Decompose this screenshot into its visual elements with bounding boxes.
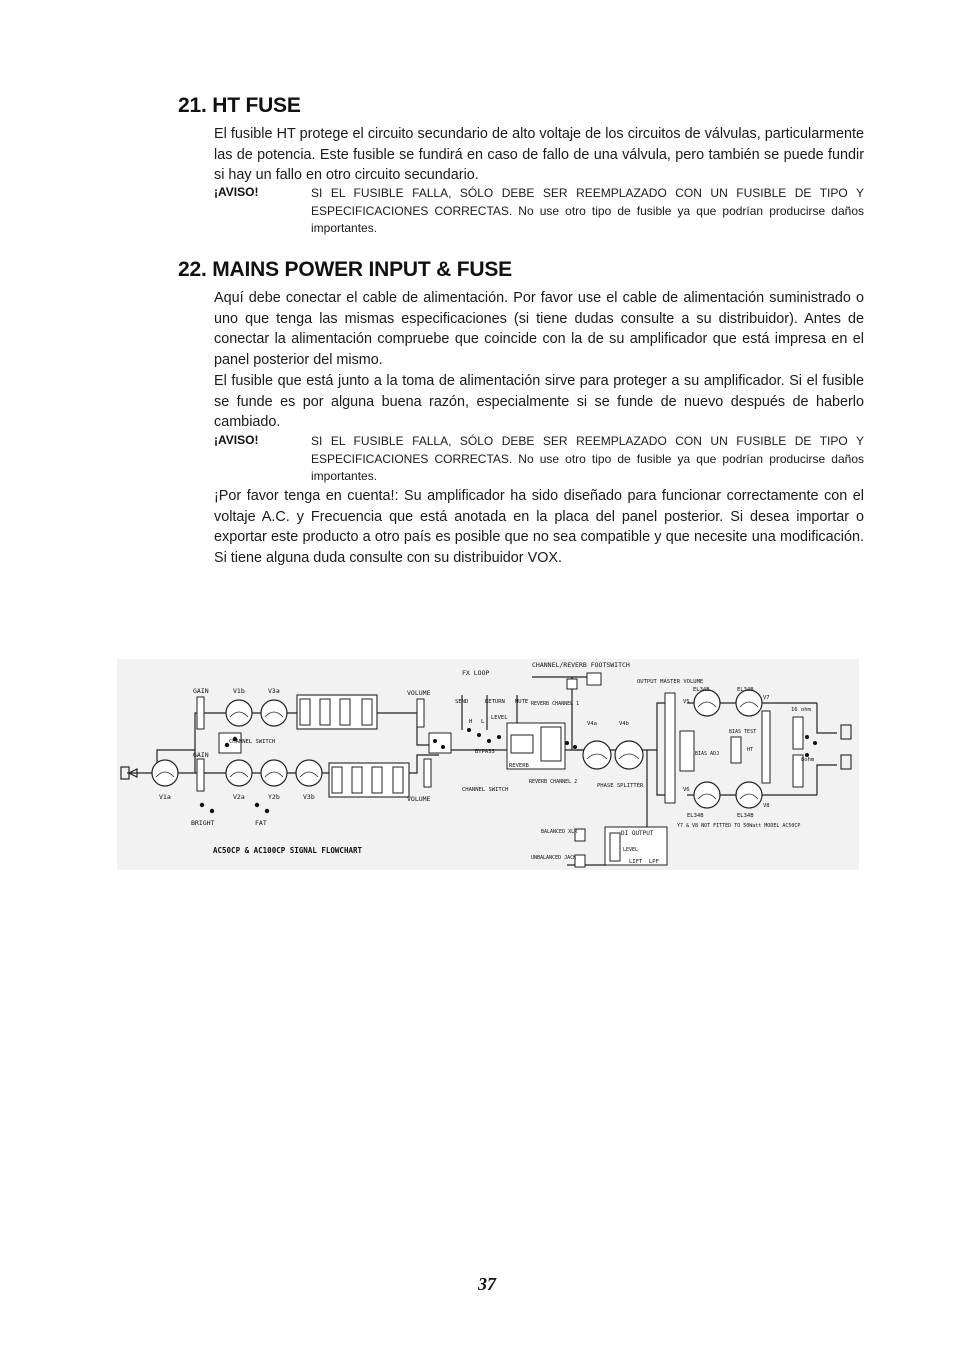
label-reverb: REVERB	[509, 763, 529, 769]
label-ht: HT	[747, 747, 754, 753]
tube-v1a-icon	[152, 760, 178, 786]
page-number: 37	[478, 1274, 496, 1294]
tube-v2a-icon	[226, 760, 252, 786]
label-el34-v8: EL34B	[737, 813, 754, 819]
section-22-body-3: ¡Por favor tenga en cuenta!: Su amplificador ha sido diseñado para funcionar correctamente con el voltaje A.C. y Frecuencia que está anotada en la placa del panel posterior. Si desea importar o exportar este producto a otro país es posible que no sea compatible y que necesite una modificación. Si tiene alguna duda consulte con su distribuidor VOX.	[214, 488, 864, 566]
warning-label: ¡AVISO!	[214, 185, 259, 199]
label-el34-v5: EL34B	[693, 687, 710, 693]
section-22-heading: 22. MAINS POWER INPUT & FUSE	[178, 258, 512, 281]
output-transformer	[762, 711, 770, 783]
label-v3a: V3a	[268, 687, 280, 695]
label-balanced-xlr: BALANCED XLR	[541, 829, 578, 835]
label-bypass: BYPASS	[475, 749, 495, 755]
label-gain-bottom: GAIN	[193, 751, 209, 759]
section-22-body-1: Aquí debe conectar el cable de alimentación. Por favor use el cable de alimentación suministrado o uno que tenga las mismas especificaciones (si tiene dudas consulte a su distribuidor). Antes de conectar la alimentación compruebe que coincide con la de su amplificador que está impresa en el panel posterior del mismo.	[214, 290, 864, 368]
section-22-body-2: El fusible que está junto a la toma de alimentación sirve para proteger a su amplificador. Si el fusible se funde es por alguna buena razón, especialmente si se funde de nuevo después de haberlo cambiado.	[214, 373, 864, 431]
label-v1a: V1a	[159, 793, 171, 801]
flowchart-svg	[117, 655, 859, 870]
label-reverb-ch2: REVERB CHANNEL 2	[529, 779, 578, 785]
section-21-heading: 21. HT FUSE	[178, 94, 301, 117]
gain-pot-top	[197, 697, 204, 729]
tube-v8-icon	[736, 782, 762, 808]
flowchart-title: AC50CP & AC100CP SIGNAL FLOWCHART	[213, 846, 363, 855]
label-v6: V6	[683, 787, 690, 793]
label-gain-top: GAIN	[193, 687, 209, 695]
label-send: SEND	[455, 699, 469, 705]
label-8-ohm: 8ohm	[801, 757, 815, 763]
tube-v7-icon	[736, 690, 762, 716]
label-v4b: V4b	[619, 721, 629, 727]
tube-v2b-icon	[261, 760, 287, 786]
channel-switch	[429, 733, 451, 753]
label-mute: MUTE	[515, 699, 529, 705]
warning-text: SI EL FUSIBLE FALLA, SÓLO DEBE SER REEMPLAZADO CON UN FUSIBLE DE TIPO Y ESPECIFICACIONES CORRECTAS. No use otro tipo de fusible ya que podrían producirse daños importantes.	[311, 434, 864, 484]
section-21-body: El fusible HT protege el circuito secundario de alto voltaje de los circuitos de válvulas, particularmente las de potencia. Este fusible se fundirá en caso de fallo de una válvula, pero también se puede fundir si hay un fallo en otro circuito secundario.	[214, 126, 864, 184]
label-v5: V5	[683, 699, 690, 705]
tube-v4b-icon	[615, 741, 643, 769]
label-l: L	[481, 719, 485, 725]
tube-v6-icon	[694, 782, 720, 808]
label-di-output: DI OUTPUT	[621, 830, 654, 837]
label-v2a: V2a	[233, 793, 245, 801]
label-v2b: Y2b	[268, 793, 280, 801]
section-22-warning	[214, 433, 864, 487]
label-unbalanced-jack: UNBALANCED JACK	[531, 855, 577, 861]
label-bright: BRIGHT	[191, 819, 215, 827]
gain-pot-bottom	[197, 759, 204, 791]
label-el34-v7: EL34B	[737, 687, 754, 693]
label-reverb-ch1: REVERB CHANNEL 1	[531, 701, 580, 707]
tube-v3a-icon	[261, 700, 287, 726]
label-volume-bottom: VOLUME	[407, 795, 431, 803]
label-phase-splitter: PHASE SPLITTER	[597, 783, 644, 789]
label-bias-adj: BIAS ADJ	[695, 751, 720, 757]
label-16-ohm: 16 ohm	[791, 707, 811, 713]
label-footswitch: CHANNEL/REVERB FOOTSWITCH	[532, 661, 630, 669]
tube-v1b-icon	[226, 700, 252, 726]
label-v4a: V4a	[587, 721, 597, 727]
tube-v5-icon	[694, 690, 720, 716]
label-fat: FAT	[255, 819, 267, 827]
label-fx-loop: FX LOOP	[462, 669, 490, 677]
label-v1b: V1b	[233, 687, 245, 695]
label-lpf: LPF	[649, 859, 659, 865]
label-el34-v6: EL34B	[687, 813, 704, 819]
label-level: LEVEL	[491, 715, 508, 721]
label-channel-switch-1: CHANNEL SWITCH	[229, 739, 276, 745]
label-h: H	[469, 719, 473, 725]
warning-label: ¡AVISO!	[214, 433, 259, 447]
label-channel-switch-2: CHANNEL SWITCH	[462, 787, 509, 793]
label-v3b: V3b	[303, 793, 315, 801]
footswitch-jack	[587, 673, 601, 685]
warning-text: SI EL FUSIBLE FALLA, SÓLO DEBE SER REEMPLAZADO CON UN FUSIBLE DE TIPO Y ESPECIFICACIONES CORRECTAS. No use otro tipo de fusible ya que podrían producirse daños importantes.	[311, 186, 864, 236]
label-v7: V7	[763, 695, 770, 701]
label-return: RETURN	[485, 699, 505, 705]
section-21-warning	[214, 185, 864, 239]
label-bias-test: BIAS TEST	[729, 729, 757, 735]
label-volume-top: VOLUME	[407, 689, 431, 697]
label-note-v7-v8: Y7 & V8 NOT FITTED TO 50Watt MODEL AC50CP	[677, 823, 801, 829]
label-di-level: LEVEL	[623, 847, 639, 853]
tube-v3b-icon	[296, 760, 322, 786]
label-output-master: OUTPUT MASTER VOLUME	[637, 679, 704, 685]
tube-v4a-icon	[583, 741, 611, 769]
signal-flowchart	[117, 655, 859, 870]
label-lift: LIFT	[629, 859, 643, 865]
label-v8: V8	[763, 803, 770, 809]
